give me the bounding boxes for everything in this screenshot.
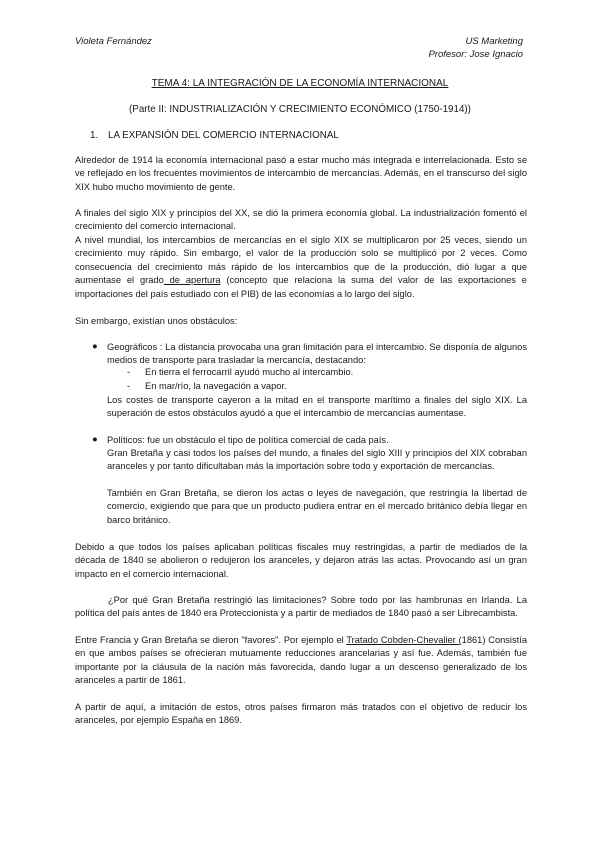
bullet-1-after: Los costes de transporte cayeron a la mitad en el transporte marítimo a finales del siglo XIX. La superación de estos obstáculos ayudó a que el intercambio de mercancías aumentase. xyxy=(107,395,527,419)
paragraph-2: A finales del siglo XIX y principios del XX, se dió la primera economía global. La industrialización fomentó el crecimiento del comercio internacional. xyxy=(75,208,527,232)
professor-name: Profesor: Jose Ignacio xyxy=(428,49,523,60)
paragraph-8: A partir de aquí, a imitación de estos, otros países firmaron más tratados con el objetivo de reducir los aranceles, por ejemplo España en 1869. xyxy=(75,702,527,726)
bullet-2-text-2: Gran Bretaña y casi todos los países del mundo, a finales del siglo XIII y principios del XIX cobraban aranceles y por tanto dificultaban más la importación sobre todo y exportación de mercancías. xyxy=(107,448,527,472)
paragraph-3 xyxy=(75,234,527,301)
paragraph-1: Alrededor de 1914 la economía internacional pasó a estar mucho más integrada e interrelacionada. Esto se ve reflejado en los frecuentes movimientos de intercambio de mercancías. Además, en el transcurso del siglo XIX hubo mucho movimiento de gente. xyxy=(75,155,527,192)
sub-bullet-2-text: En mar/río, la navegación a vapor. xyxy=(145,381,287,391)
paragraph-4: Sin embargo, existían unos obstáculos: xyxy=(75,316,238,326)
paragraph-5: Debido a que todos los países aplicaban políticas fiscales muy restringidas, a partir de mediados de la década de 1840 se abolieron o redujeron los aranceles, y dejaron atrás las actas. Provocando así un gran impacto en el comercio internacional. xyxy=(75,542,527,579)
paragraph-6: ¿Por qué Gran Bretaña restringió las limitaciones? Sobre todo por las hambrunas en Irlanda. La política del país antes de 1840 era Proteccionista y a partir de mediados de 1840 pasó a ser Librecambista. xyxy=(75,595,527,619)
paragraph-3-part-b: (concepto que relaciona la suma del valor de las exportaciones e importaciones del país estudiado con el PIB) de las economías a lo largo del siglo. xyxy=(75,275,527,299)
document-title-text: TEMA 4: LA INTEGRACIÓN DE LA ECONOMÍA INTERNACIONAL xyxy=(151,78,449,89)
bullet-1-text: Geográficos : La distancia provocaba una gran limitación para el intercambio. Se disponía de algunos medios de transporte para trasladar la mercancía, destacando: xyxy=(107,342,527,366)
treaty-link-text: Tratado Cobden-Chevalier ( xyxy=(346,635,462,645)
course-name: US Marketing xyxy=(465,36,523,47)
sub-bullet-1-marker: - xyxy=(127,367,131,377)
paragraph-3-underlined: de apertura xyxy=(163,275,221,286)
section-title: LA EXPANSIÓN DEL COMERCIO INTERNACIONAL xyxy=(108,130,339,141)
bullet-2-text: Políticos: fue un obstáculo el tipo de política comercial de cada país. xyxy=(107,435,389,445)
sub-bullet-2-marker: - xyxy=(127,381,131,391)
header-right xyxy=(428,35,523,61)
document-title xyxy=(0,78,600,89)
document-subtitle: (Parte II: INDUSTRIALIZACIÓN Y CRECIMIENTO ECONÓMICO (1750-1914)) xyxy=(129,104,471,115)
author-name: Violeta Fernández xyxy=(75,36,152,47)
bullet-2-marker: ● xyxy=(92,434,98,445)
section-number: 1. xyxy=(90,130,99,141)
bullet-2-text-3: También en Gran Bretaña, se dieron los actas o leyes de navegación, que restringía la libertad de comercio, exigiendo que para que un producto pudiera entrar en el mercado británico debía llegar en barco británico. xyxy=(107,488,527,525)
section-heading xyxy=(90,130,339,141)
sub-bullet-1-text: En tierra el ferrocarril ayudó mucho al intercambio. xyxy=(145,367,354,377)
paragraph-7 xyxy=(75,634,527,688)
paragraph-3-part-a: A nivel mundial, los intercambios de mercancías en el siglo XIX se multiplicaron por 25 veces, siendo un crecimiento muy rápido. Sin embargo, el valor de la producción solo se multiplicó por 2 veces. Como consecuencia del crecimiento más rápido de los intercambios que de la producción, dió lugar a que aumentase el grado xyxy=(75,235,527,286)
bullet-1-marker: ● xyxy=(92,341,98,352)
paragraph-7-part-b: 1861) Consistía en que ambos países se ofrecieran mutuamente reducciones arancelarias y así fue. Además, también fue importante por la cláusula de la nación más favorecida, dando lugar a un descenso generalizado de los aranceles a partir de 1861. xyxy=(75,635,527,686)
paragraph-7-part-a: Entre Francia y Gran Bretaña se dieron "favores". Por ejemplo el xyxy=(75,635,347,645)
